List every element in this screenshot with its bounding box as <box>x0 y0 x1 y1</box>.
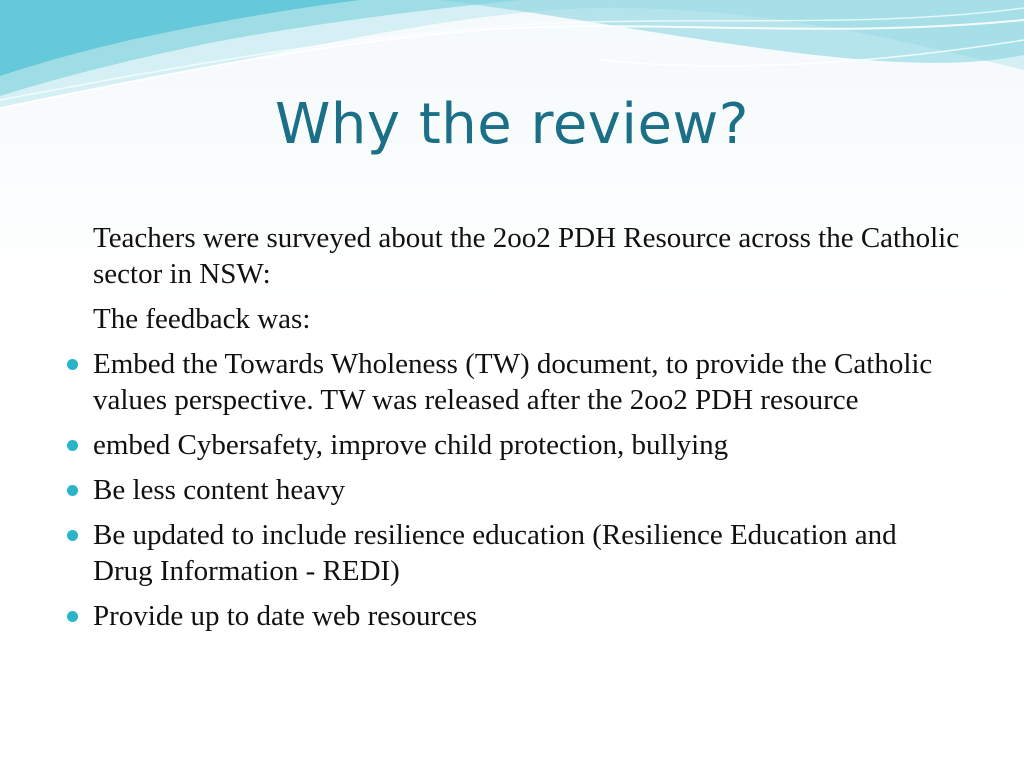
bullet-text: Embed the Towards Wholeness (TW) document, to provide the Catholic values perspective. TW was released after the 2oo2 PDH resource <box>93 348 933 416</box>
bullet-text: Provide up to date web resources <box>93 600 478 632</box>
slide-title: Why the review? <box>275 92 749 157</box>
bullet-dot-icon <box>67 485 78 496</box>
feedback-heading: The feedback was: <box>93 303 311 335</box>
intro-paragraph: Teachers were surveyed about the 2oo2 PDH Resource across the Catholic sector in NSW: <box>93 222 960 290</box>
bullet-item <box>93 598 960 634</box>
bullet-text: Be updated to include resilience education (Resilience Education and Drug Information - REDI) <box>93 519 897 587</box>
bullet-text: Be less content heavy <box>93 474 346 506</box>
bullet-text: embed Cybersafety, improve child protection, bullying <box>93 429 729 461</box>
bullet-item <box>93 427 960 463</box>
bullet-dot-icon <box>67 530 78 541</box>
bullet-item <box>93 472 960 508</box>
bullet-dot-icon <box>67 440 78 451</box>
bullet-item <box>93 346 960 418</box>
bullet-dot-icon <box>67 611 78 622</box>
bullet-dot-icon <box>67 359 78 370</box>
bullet-item <box>93 517 960 589</box>
slide-body <box>60 220 960 643</box>
